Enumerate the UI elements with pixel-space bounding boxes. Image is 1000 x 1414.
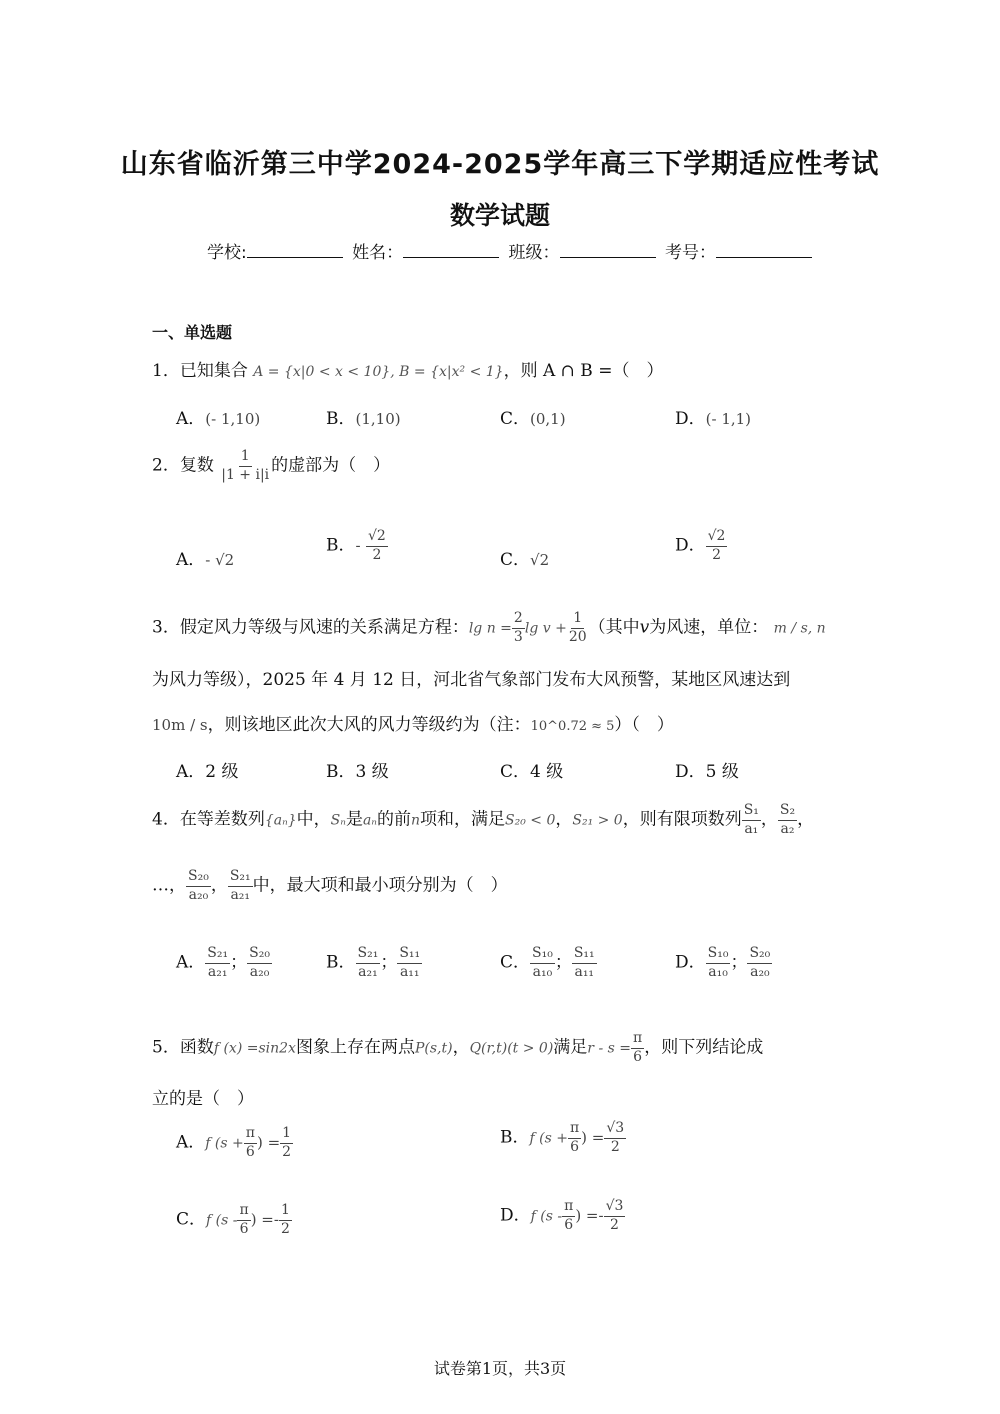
q4-text-5: 项和，满足	[420, 809, 505, 830]
option-label: D．	[500, 1205, 531, 1226]
q5-option-d[interactable]	[500, 1198, 625, 1234]
option-label: B．	[326, 535, 356, 556]
q3-var-v: v	[639, 617, 650, 638]
option-label: B．	[326, 409, 356, 429]
fraction-denominator: a₂₀	[188, 886, 209, 903]
class-blank[interactable]	[560, 241, 656, 258]
fraction-denominator: 6	[564, 1216, 574, 1233]
option-label: C．	[176, 1209, 207, 1230]
fraction-denominator: 2	[610, 1138, 620, 1155]
q5-frac-pi	[631, 1030, 644, 1066]
option-fraction-1	[356, 945, 381, 981]
fraction-denominator: 2	[372, 546, 382, 563]
fraction-numerator: S₁₀	[530, 945, 555, 964]
q5-text-1: 函数	[179, 1037, 214, 1058]
q4-text-7: ，则有限项数列	[622, 809, 742, 830]
fraction-numerator: S₁₀	[706, 945, 731, 964]
fraction-numerator: √2	[366, 528, 388, 547]
q4-math-1: {aₙ}	[264, 812, 297, 829]
option-label: B．	[500, 1127, 530, 1148]
option-rhs: ) =	[581, 1128, 605, 1147]
q1-option-c[interactable]	[500, 404, 566, 429]
school-label: 学校:	[207, 243, 247, 263]
name-label: 姓名：	[352, 243, 404, 263]
option-pi-fraction	[237, 1202, 250, 1238]
option-label: B．	[326, 952, 356, 973]
page-footer: 试卷第1页，共3页	[433, 1359, 567, 1378]
option-label: A．	[176, 952, 206, 973]
q2-fraction	[219, 448, 271, 484]
q4-math-2: Sₙ	[330, 812, 346, 829]
fraction-denominator: 6	[239, 1220, 249, 1237]
option-fraction-1	[530, 945, 555, 981]
id-label: 考号：	[664, 243, 716, 263]
q1-number: 1．	[152, 361, 180, 381]
q2-text-pre: 复数	[179, 455, 214, 476]
fraction-numerator: √3	[604, 1198, 626, 1217]
q4-text-8: 中，最大项和最小项分别为（ ）	[252, 875, 508, 896]
fraction-denominator: 6	[245, 1143, 255, 1160]
q5-option-a[interactable]	[176, 1125, 293, 1161]
option-pi-fraction	[244, 1125, 257, 1161]
q5-math-1: f (x) =sin2x	[213, 1040, 296, 1057]
q3-unit: m / s, n	[773, 620, 826, 637]
q4-frac-s2	[778, 802, 797, 838]
option-fraction	[366, 528, 388, 564]
fraction-numerator: S₂₁	[205, 945, 230, 964]
option-label: C．	[500, 762, 531, 782]
fraction-denominator: 20	[568, 628, 587, 645]
option-value-fraction	[604, 1198, 626, 1234]
q3-fraction-1	[512, 610, 525, 646]
option-lhs: f (s +	[529, 1130, 568, 1147]
option-fraction-1	[205, 945, 230, 981]
fraction-numerator: √3	[604, 1120, 626, 1139]
fraction-denominator: a₂₁	[230, 886, 251, 903]
q4-option-d[interactable]	[675, 945, 772, 981]
option-value: 4 级	[530, 762, 564, 782]
q3-eq-part-b: lg v +	[524, 620, 567, 637]
q4-math-6: S₂₁ > 0	[572, 812, 623, 829]
q5-option-b[interactable]	[500, 1120, 626, 1156]
fraction-denominator: a₁₁	[574, 963, 595, 980]
q5-text-5: ，则下列结论成	[644, 1037, 764, 1058]
q1-text-pre: 已知集合	[179, 361, 248, 381]
fraction-denominator: 2	[282, 1143, 292, 1160]
school-blank[interactable]	[247, 241, 343, 258]
q3-number: 3．	[152, 617, 180, 638]
option-value-fraction	[279, 1202, 292, 1238]
option-value: 2 级	[205, 762, 239, 782]
q3-text-mid2: 为风速，单位：	[649, 617, 769, 638]
fraction-denominator: a₂₀	[249, 963, 270, 980]
q4-math-3: aₙ	[362, 812, 377, 829]
option-rhs: ) =	[256, 1133, 281, 1152]
option-value: √2	[530, 551, 550, 569]
option-label: D．	[675, 409, 706, 429]
q5-math-4: r - s =	[587, 1040, 631, 1057]
option-sign: -	[355, 536, 361, 555]
fraction-denominator: 2	[712, 546, 722, 563]
q4-option-b[interactable]	[326, 945, 422, 981]
section-title: 一、单选题	[152, 323, 233, 342]
q1-option-a[interactable]	[176, 404, 260, 429]
q3-option-b[interactable]	[326, 757, 389, 782]
id-blank[interactable]	[716, 241, 812, 258]
fraction-numerator: π	[562, 1198, 575, 1217]
fraction-denominator: |1 + i|i	[221, 466, 270, 483]
question-2	[152, 448, 390, 484]
option-label: C．	[500, 952, 531, 973]
question-4	[152, 802, 814, 838]
q4-comma: ，	[210, 875, 228, 896]
q4-math-5: S₂₀ < 0	[505, 812, 556, 829]
option-lhs: f (s -	[206, 1212, 238, 1229]
fraction-denominator: a₂₁	[207, 963, 228, 980]
q4-text-1: 在等差数列	[179, 809, 265, 830]
q4-frac-s21	[228, 868, 253, 904]
option-label: D．	[675, 952, 706, 973]
q4-math-4: n	[410, 812, 420, 829]
student-info-line	[207, 238, 816, 263]
fraction-denominator: 2	[280, 1220, 290, 1237]
option-fraction-2	[747, 945, 772, 981]
option-separator: ；	[230, 952, 248, 973]
fraction-numerator: S₁	[742, 802, 761, 821]
option-label: B．	[326, 762, 356, 782]
fraction-numerator: 1	[571, 610, 584, 629]
option-value: (0,1)	[530, 410, 566, 428]
q5-math-2: P(s,t)	[414, 1040, 453, 1057]
q5-number: 5．	[152, 1037, 180, 1058]
option-fraction-2	[397, 945, 422, 981]
fraction-denominator: 2	[610, 1216, 619, 1233]
q3-text-end: ）（ ）	[614, 715, 674, 735]
fraction-numerator: S₁₁	[397, 945, 422, 964]
option-value-fraction	[604, 1120, 626, 1156]
name-blank[interactable]	[403, 241, 499, 258]
q4-text-3: 是	[345, 809, 363, 830]
fraction-denominator: a₂₀	[750, 963, 770, 980]
q3-text-mid: （其中	[588, 617, 640, 638]
fraction-numerator: 1	[239, 448, 252, 467]
q4-text-4: 的前	[376, 809, 411, 830]
question-5	[152, 1030, 763, 1066]
fraction-numerator: S₁₁	[572, 945, 597, 964]
option-value: 5 级	[705, 762, 739, 782]
question-3	[152, 610, 826, 646]
q4-comma: ，	[797, 809, 815, 830]
exam-subject: 数学试题	[449, 201, 550, 230]
q4-text-6: ，	[555, 809, 573, 830]
fraction-denominator: 6	[633, 1048, 643, 1065]
q4-number: 4．	[152, 809, 180, 830]
q4-comma: ，	[760, 809, 778, 830]
q1-math: A = {x|0 < x < 10}, B = {x|x² < 1}	[253, 364, 504, 380]
fraction-numerator: 1	[279, 1202, 292, 1221]
q3-option-a[interactable]	[176, 757, 239, 782]
option-value: (1,10)	[355, 410, 401, 428]
option-value: 3 级	[355, 762, 389, 782]
class-label: 班级：	[508, 243, 560, 263]
q3-eq-part-a: lg n =	[468, 620, 512, 637]
q2-option-a[interactable]	[176, 545, 234, 570]
option-separator: ；	[730, 952, 748, 973]
fraction-numerator: S₂₀	[186, 868, 211, 887]
option-label: A．	[176, 762, 206, 782]
option-label: A．	[176, 409, 206, 429]
option-label: D．	[675, 762, 706, 782]
fraction-denominator: a₁₀	[708, 963, 728, 980]
option-value: (- 1,10)	[205, 410, 261, 428]
option-rhs: ) =-	[575, 1206, 604, 1225]
q4-option-a[interactable]	[176, 945, 272, 981]
q4-text-2: 中，	[296, 809, 331, 830]
fraction-denominator: a₂	[780, 820, 795, 837]
q2-option-b[interactable]	[326, 528, 388, 564]
fraction-numerator: π	[237, 1202, 250, 1221]
q2-option-c[interactable]	[500, 545, 549, 570]
q2-number: 2．	[152, 455, 180, 476]
fraction-numerator: 1	[280, 1125, 293, 1144]
q5-math-3: Q(r,t)(t > 0)	[469, 1040, 554, 1057]
option-value-fraction	[280, 1125, 293, 1161]
q4-option-c[interactable]	[500, 945, 597, 981]
fraction-denominator: 3	[513, 628, 523, 645]
q1-option-d[interactable]	[675, 404, 751, 429]
option-label: C．	[500, 409, 531, 429]
q1-text-post: ，则 A ∩ B =（ ）	[503, 361, 664, 381]
option-fraction-2	[247, 945, 272, 981]
q4-line-2	[152, 868, 508, 904]
fraction-numerator: π	[568, 1120, 581, 1139]
option-fraction	[706, 528, 728, 564]
option-label: A．	[176, 550, 206, 570]
option-lhs: f (s -	[530, 1208, 563, 1225]
option-lhs: f (s +	[205, 1135, 244, 1152]
fraction-numerator: π	[244, 1125, 257, 1144]
fraction-numerator: S₂₀	[747, 945, 772, 964]
q3-line-3	[152, 710, 674, 735]
q3-fraction-2	[567, 610, 589, 646]
fraction-numerator: √2	[706, 528, 728, 547]
fraction-denominator: 6	[570, 1138, 580, 1155]
q5-text-2: 图象上存在两点	[295, 1037, 415, 1058]
option-fraction-2	[572, 945, 597, 981]
option-label: C．	[500, 550, 531, 570]
fraction-denominator: a₁₀	[532, 963, 553, 980]
q3-option-d[interactable]	[675, 757, 739, 782]
q2-text-post: 的虚部为（ ）	[271, 455, 391, 476]
option-fraction-1	[706, 945, 731, 981]
q3-speed: 10m / s	[152, 716, 208, 734]
fraction-numerator: S₂	[778, 802, 797, 821]
fraction-numerator: S₂₁	[356, 945, 381, 964]
q3-option-c[interactable]	[500, 757, 563, 782]
q4-frac-s20	[186, 868, 211, 904]
q3-note: 10^0.72 ≈ 5	[530, 719, 615, 734]
q4-frac-s1	[742, 802, 761, 838]
option-separator: ；	[380, 952, 398, 973]
fraction-numerator: S₂₀	[247, 945, 272, 964]
option-value: - √2	[205, 551, 235, 569]
q5-line-2: 立的是（ ）	[152, 1089, 254, 1109]
option-separator: ；	[554, 952, 572, 973]
option-label: A．	[176, 1132, 206, 1153]
fraction-numerator: 2	[512, 610, 525, 629]
q4-dots: …，	[152, 875, 186, 896]
option-pi-fraction	[568, 1120, 581, 1156]
q1-option-b[interactable]	[326, 404, 401, 429]
q5-option-c[interactable]	[176, 1202, 292, 1238]
option-value: (- 1,1)	[705, 410, 752, 428]
fraction-numerator: S₂₁	[228, 868, 253, 887]
q5-text-3: ，	[452, 1037, 470, 1058]
option-label: D．	[675, 535, 706, 556]
question-1	[152, 356, 663, 381]
q2-option-d[interactable]	[675, 528, 727, 564]
option-pi-fraction	[562, 1198, 575, 1234]
fraction-numerator: π	[631, 1030, 644, 1049]
q3-text-line3: ，则该地区此次大风的风力等级约为（注：	[207, 715, 531, 735]
fraction-denominator: a₂₁	[358, 963, 378, 980]
q3-text-pre: 假定风力等级与风速的关系满足方程：	[179, 617, 469, 638]
q3-line-2: 为风力等级），2025 年 4 月 12 日，河北省气象部门发布大风预警，某地区风速达到	[152, 670, 791, 690]
option-rhs: ) =-	[250, 1210, 279, 1229]
q5-text-4: 满足	[553, 1037, 588, 1058]
exam-title: 山东省临沂第三中学2024-2025学年高三下学期适应性考试	[120, 149, 880, 180]
fraction-denominator: a₁	[744, 820, 759, 837]
fraction-denominator: a₁₁	[399, 963, 420, 980]
